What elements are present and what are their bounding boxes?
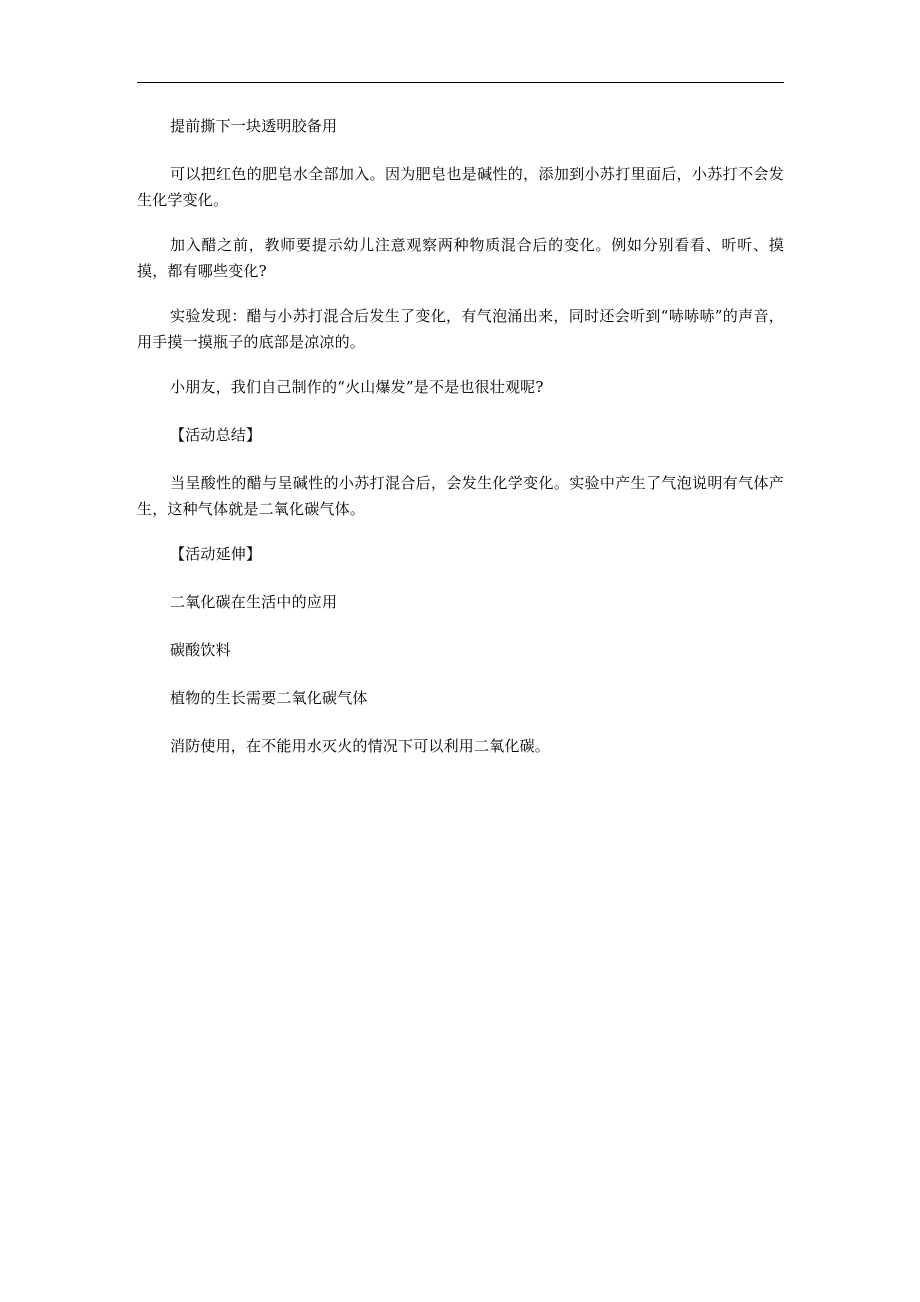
section-heading-summary: 【活动总结】 bbox=[170, 426, 262, 444]
header-rule bbox=[137, 82, 784, 83]
paragraph-plant-growth: 植物的生长需要二氧化碳气体 bbox=[170, 689, 368, 707]
paragraph-soap-water: 可以把红色的肥皂水全部加入。因为肥皂也是碱性的，添加到小苏打里面后，小苏打不会发生化学变化。 bbox=[137, 165, 784, 209]
paragraph-experiment-findings: 实验发现：醋与小苏打混合后发生了变化，有气泡涌出来，同时还会听到“哧哧哧”的声音，用手摸一摸瓶子的底部是凉凉的。 bbox=[137, 307, 784, 351]
paragraph-tape-prep: 提前撕下一块透明胶备用 bbox=[170, 117, 338, 135]
section-heading-extension: 【活动延伸】 bbox=[170, 545, 262, 563]
paragraph-volcano-question: 小朋友，我们自己制作的“火山爆发”是不是也很壮观呢? bbox=[170, 378, 544, 396]
paragraph-co2-applications: 二氧化碳在生活中的应用 bbox=[170, 593, 338, 611]
document-body bbox=[137, 113, 784, 781]
paragraph-fire-fighting: 消防使用，在不能用水灭火的情况下可以利用二氧化碳。 bbox=[170, 737, 551, 755]
paragraph-carbonated-drinks: 碳酸饮料 bbox=[170, 641, 231, 659]
paragraph-summary: 当呈酸性的醋与呈碱性的小苏打混合后，会发生化学变化。实验中产生了气泡说明有气体产生，这种气体就是二氧化碳气体。 bbox=[137, 474, 784, 518]
paragraph-observe-changes: 加入醋之前，教师要提示幼儿注意观察两种物质混合后的变化。例如分别看看、听听、摸摸，都有哪些变化? bbox=[137, 236, 784, 280]
